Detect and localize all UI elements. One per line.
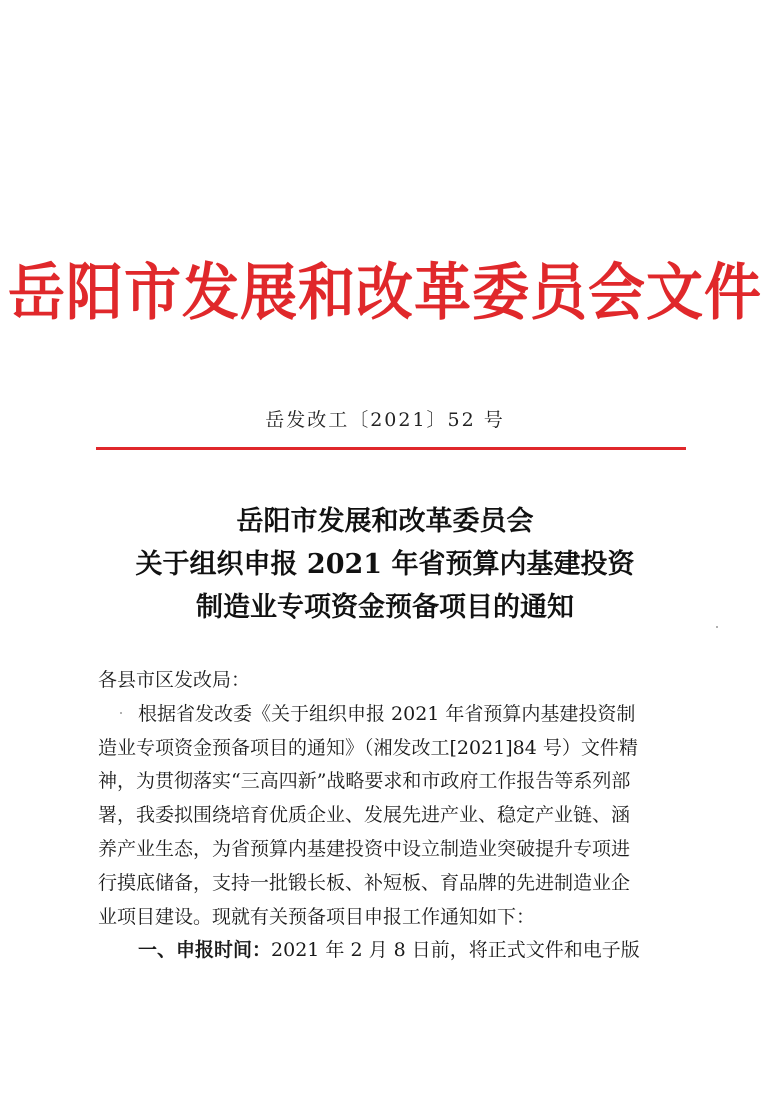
notice-title-line-3: 制造业专项资金预备项目的通知	[196, 592, 574, 623]
section-1	[98, 934, 690, 968]
document-number: 岳发改工〔2021〕52 号	[265, 409, 505, 431]
salutation: 各县市区发改局：	[98, 669, 251, 691]
section-1-label: 一、申报时间：	[138, 939, 272, 962]
notice-title-line-2: 关于组织申报 2021 年省预算内基建投资	[135, 549, 635, 580]
paragraph-line: 神，为贯彻落实“三高四新”战略要求和市政府工作报告等系列部	[98, 770, 631, 793]
paragraph-line: 署，我委拟围绕培育优质企业、发展先进产业、稳定产业链、涵	[98, 804, 631, 827]
scan-speck	[120, 712, 122, 714]
red-separator-rule	[96, 447, 686, 450]
masthead-title: 岳阳市发展和改革委员会文件	[8, 257, 762, 329]
paragraph-line: 行摸底储备，支持一批锻长板、补短板、育品牌的先进制造业企	[98, 871, 631, 894]
section-1-text: 2021 年 2 月 8 日前，将正式文件和电子版	[271, 939, 640, 962]
paragraph-line: 根据省发改委《关于组织申报 2021 年省预算内基建投资制	[138, 702, 636, 725]
body-paragraph	[98, 698, 690, 935]
notice-title-line-1: 岳阳市发展和改革委员会	[236, 506, 534, 537]
notice-body	[98, 664, 690, 968]
scan-speck	[716, 626, 718, 628]
paragraph-line: 造业专项资金预备项目的通知》（湘发改工[2021]84 号）文件精	[98, 736, 638, 759]
paragraph-line: 业项目建设。现就有关预备项目申报工作通知如下：	[98, 905, 536, 928]
notice-title	[60, 500, 710, 629]
paragraph-line: 养产业生态，为省预算内基建投资中设立制造业突破提升专项进	[98, 837, 631, 860]
